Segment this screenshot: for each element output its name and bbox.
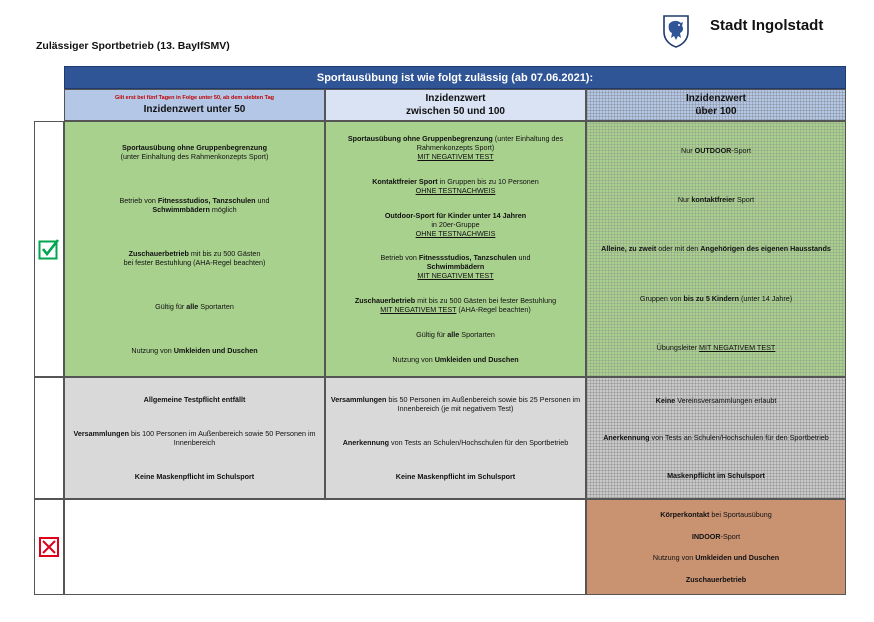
general-over-100-cell — [586, 377, 846, 499]
rule-item: Anerkennung von Tests an Schulen/Hochschulen für den Sportbetrieb — [603, 433, 829, 443]
rule-item: Zuschauerbetrieb mit bis zu 500 Gästen bei fester Bestuhlung MIT NEGATIVEM TEST (AHA-Regel beachten) — [354, 296, 557, 315]
rule-item: Nur OUTDOOR-Sport — [681, 146, 751, 156]
column-header-under-50 — [64, 89, 325, 121]
rule-item: Nutzung von Umkleiden und Duschen — [131, 345, 258, 355]
rule-item: Allgemeine Testpflicht entfällt — [143, 394, 246, 404]
column-label: Inzidenzwert — [425, 93, 486, 104]
column-label: Inzidenzwert unter 50 — [143, 104, 246, 115]
rule-item: Gültig für alle Sportarten — [155, 301, 234, 311]
column-range: über 100 — [695, 106, 737, 117]
rule-item: Nutzung von Umkleiden und Duschen — [392, 354, 519, 364]
checkbox-cross-icon — [38, 536, 60, 558]
allowed-under-50-cell — [64, 121, 325, 377]
rule-item: Gültig für alle Sportarten — [416, 330, 495, 340]
column-range: zwischen 50 und 100 — [406, 106, 505, 117]
allowed-over-100-cell — [586, 121, 846, 377]
rule-item: Maskenpflicht im Schulsport — [667, 470, 765, 480]
rule-item: Zuschauerbetrieb — [685, 574, 747, 584]
row-forbidden-marker — [34, 499, 64, 595]
row-general-marker — [34, 377, 64, 499]
forbidden-empty-cell — [64, 499, 586, 595]
general-50-100-cell — [325, 377, 586, 499]
rule-item: Körperkontakt bei Sportausübung — [660, 510, 772, 520]
rule-item: Nutzung von Umkleiden und Duschen — [652, 553, 780, 563]
document-title: Zulässiger Sportbetrieb (13. BayIfSMV) — [36, 40, 230, 52]
column-header-50-100 — [325, 89, 586, 121]
rule-item: Alleine, zu zweit oder mit den Angehörigen des eigenen Hausstands — [601, 244, 831, 254]
rule-item: Anerkennung von Tests an Schulen/Hochschulen für den Sportbetrieb — [342, 437, 569, 447]
row-allowed-marker — [34, 121, 64, 377]
rule-item: Nur kontaktfreier Sport — [677, 195, 755, 205]
rule-item: Betrieb von Fitnessstudios, Tanzschulen und Schwimmbädern möglich — [119, 196, 270, 215]
forbidden-over-100-cell — [586, 499, 846, 595]
column-note: Gilt erst bei fünf Tagen in Folge unter 50, ab dem siebten Tag — [114, 95, 274, 101]
rule-item: Versammlungen bis 50 Personen im Außenbereich sowie bis 25 Personen im Innenbereich (je mit negativem Test) — [330, 394, 581, 413]
rule-item: Keine Maskenpflicht im Schulsport — [134, 472, 255, 482]
rule-item: Sportausübung ohne Gruppenbegrenzung (unter Einhaltung des Rahmenkonzepts Sport) — [120, 143, 269, 162]
city-name: Stadt Ingolstadt — [710, 17, 824, 34]
column-label: Inzidenzwert — [685, 93, 746, 104]
checkbox-check-icon — [38, 238, 60, 260]
rule-item: Zuschauerbetrieb mit bis zu 500 Gästen bei fester Bestuhlung (AHA-Regel beachten) — [123, 248, 266, 267]
rule-item: Versammlungen bis 100 Personen im Außenbereich sowie 50 Personen im Innenbereich — [73, 428, 316, 447]
rule-item: Keine Maskenpflicht im Schulsport — [395, 472, 516, 482]
rule-item: INDOOR-Sport — [691, 531, 741, 541]
rule-item: Sportausübung ohne Gruppenbegrenzung (unter Einhaltung des Rahmenkonzepts Sport) MIT NEGATIVEM TEST — [347, 133, 564, 161]
rule-item: Betrieb von Fitnessstudios, Tanzschulen und Schwimmbädern MIT NEGATIVEM TEST — [380, 253, 531, 281]
allowed-50-100-cell — [325, 121, 586, 377]
column-header-over-100 — [586, 89, 846, 121]
general-under-50-cell — [64, 377, 325, 499]
rule-item: Keine Vereinsversammlungen erlaubt — [655, 396, 777, 406]
city-crest-icon — [662, 14, 690, 48]
rule-item: Gruppen von bis zu 5 Kindern (unter 14 Jahre) — [639, 293, 793, 303]
rule-item: Kontaktfreier Sport in Gruppen bis zu 10 Personen OHNE TESTNACHWEIS — [372, 176, 539, 195]
rule-item: Übungsleiter MIT NEGATIVEM TEST — [656, 342, 776, 352]
rule-item: Outdoor-Sport für Kinder unter 14 Jahren in 20er-Gruppe OHNE TESTNACHWEIS — [384, 210, 527, 238]
table-banner: Sportausübung ist wie folgt zulässig (ab 07.06.2021): — [64, 66, 846, 89]
